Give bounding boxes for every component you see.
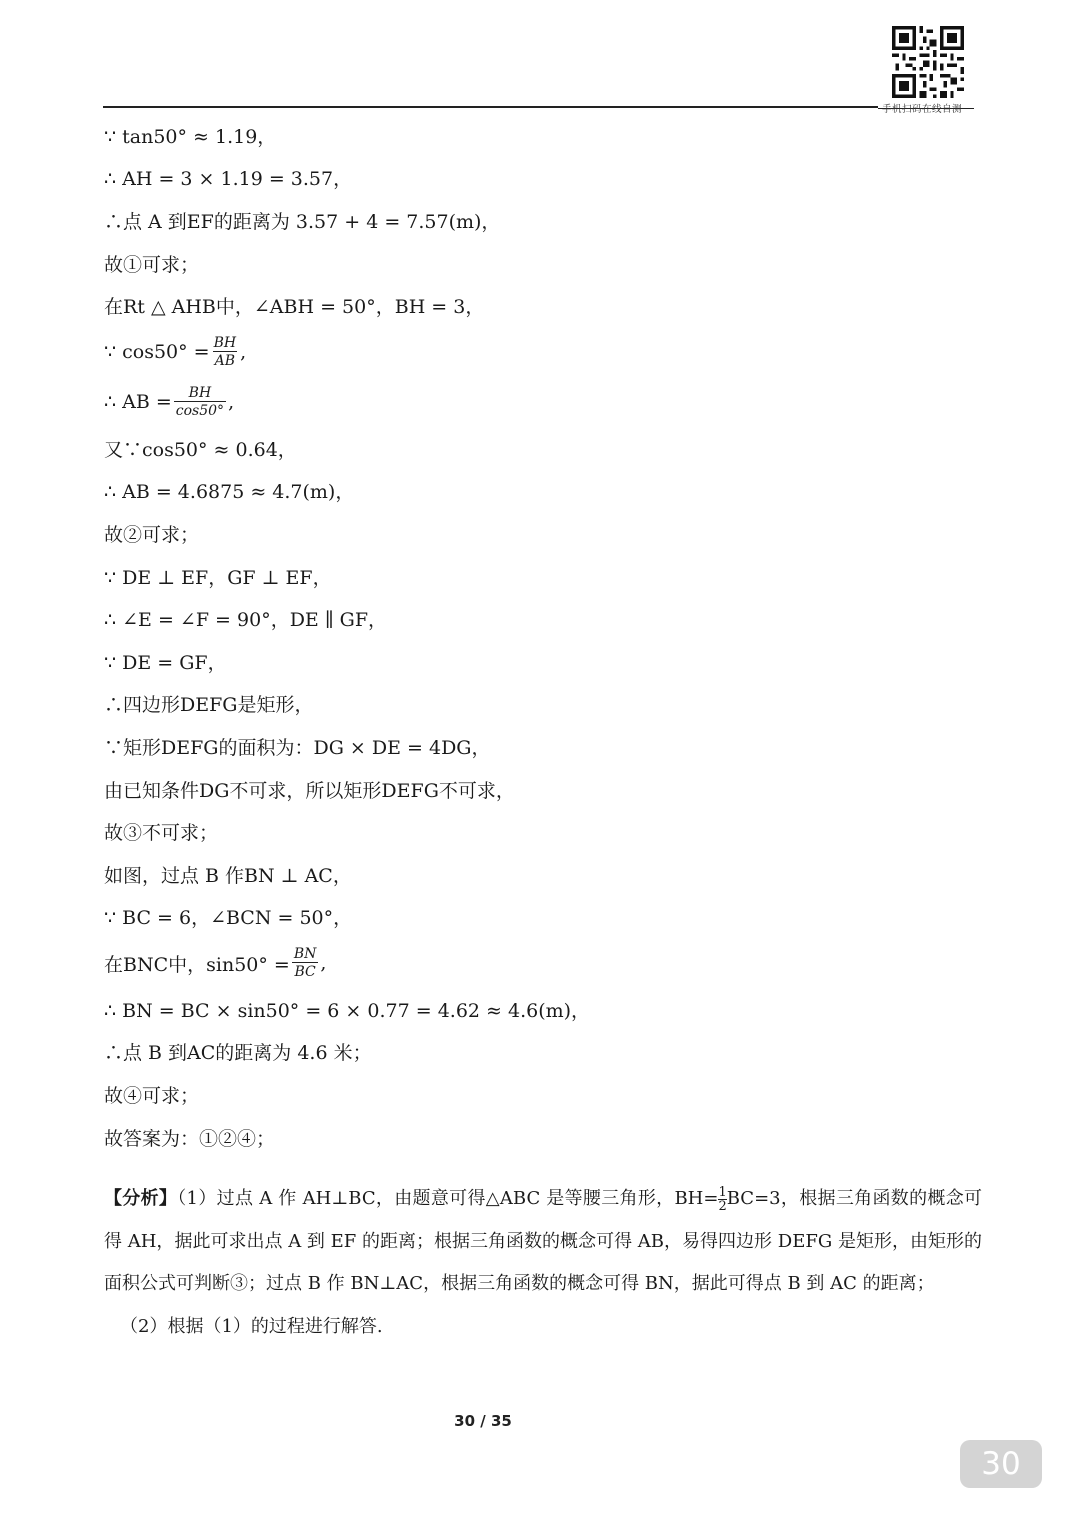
analysis-label: 【分析】 xyxy=(104,1188,178,1209)
line-prefix: ∴ AB = xyxy=(104,390,172,413)
solution-line xyxy=(104,157,984,200)
solution-line xyxy=(104,938,984,988)
line-text: ∵矩形DEFG的面积为：DG × DE = 4DG， xyxy=(104,736,491,759)
line-text: ∵ BC = 6，∠BCN = 50°， xyxy=(104,907,353,930)
line-suffix: , xyxy=(240,340,247,363)
fraction-denominator: BC xyxy=(294,964,316,981)
solution-line xyxy=(104,640,984,683)
line-text: 故②可求； xyxy=(104,523,200,546)
solution-line xyxy=(104,1073,984,1116)
solution-line xyxy=(104,555,984,598)
solution-line xyxy=(104,725,984,768)
line-prefix: ∵ cos50° = xyxy=(104,340,210,363)
qr-code-icon xyxy=(892,26,964,98)
line-text: 由已知条件DG不可求，所以矩形DEFG不可求， xyxy=(104,779,515,802)
analysis-part1-b: BC=3，根据三角函数的概念可得 AH，据此可求出点 A 到 EF 的距离；根据三角函数的概念可得 AB，易得四边形 DEFG 是矩形，由矩形的面积公式可判断③；过点 B 作 BN⊥AC，根据三角函数的概念可得 BN，据此可得点 B 到 AC 的距离； xyxy=(104,1188,983,1294)
line-text: ∴ ∠E = ∠F = 90°，DE ∥ GF， xyxy=(104,609,388,632)
solution-line xyxy=(104,853,984,896)
solution-line xyxy=(104,377,984,427)
half-fraction-den: 2 xyxy=(718,1198,727,1214)
qr-caption: 手机扫码在线自测 xyxy=(882,104,963,115)
line-text: 在Rt △ AHB中，∠ABH = 50°，BH = 3， xyxy=(104,296,485,319)
solution-line xyxy=(104,512,984,555)
solution-line xyxy=(104,284,984,327)
solution-line xyxy=(104,768,984,811)
half-fraction-num: 1 xyxy=(718,1184,727,1200)
line-text: ∵ DE ⊥ EF，GF ⊥ EF， xyxy=(104,566,332,589)
fraction xyxy=(292,947,319,979)
solution-line xyxy=(104,1116,984,1159)
line-suffix: , xyxy=(320,952,327,975)
solution-line xyxy=(104,470,984,513)
analysis-part2: （2）根据（1）的过程进行解答. xyxy=(120,1315,383,1337)
line-text: 故④可求； xyxy=(104,1085,200,1108)
fraction-numerator: BH xyxy=(213,334,237,351)
line-text: ∴ AB = 4.6875 ≈ 4.7(m)， xyxy=(104,481,355,504)
solution-line xyxy=(104,242,984,285)
line-text: ∵ tan50° ≈ 1.19， xyxy=(104,125,277,148)
solution-line xyxy=(104,988,984,1031)
solution-line xyxy=(104,597,984,640)
fraction-denominator: cos50° xyxy=(175,402,225,419)
line-text: ∴ BN = BC × sin50° = 6 × 0.77 = 4.62 ≈ 4.6(m)， xyxy=(104,999,591,1022)
solution-line xyxy=(104,683,984,726)
line-text: ∴点 B 到AC的距离为 4.6 米； xyxy=(104,1042,372,1065)
line-text: ∴点 A 到EF的距离为 3.57 + 4 = 7.57(m)， xyxy=(104,210,501,233)
line-text: ∴ AH = 3 × 1.19 = 3.57， xyxy=(104,168,353,191)
solution-line xyxy=(104,114,984,157)
fraction xyxy=(174,386,226,418)
page-number: 30 / 35 xyxy=(454,1412,512,1430)
line-text: ∴四边形DEFG是矩形， xyxy=(104,694,314,717)
line-text: 又∵cos50° ≈ 0.64， xyxy=(104,438,297,461)
analysis-section xyxy=(104,1178,982,1348)
line-suffix: , xyxy=(228,390,235,413)
line-text: 故答案为：①②④； xyxy=(104,1127,276,1150)
solution-lines xyxy=(104,114,984,1158)
solution-line xyxy=(104,810,984,853)
solution-line xyxy=(104,327,984,377)
fraction-numerator: BN xyxy=(293,946,317,963)
line-text: 故③不可求； xyxy=(104,822,219,845)
solution-line xyxy=(104,1031,984,1074)
line-text: 如图，过点 B 作BN ⊥ AC， xyxy=(104,864,352,887)
line-text: 故①可求； xyxy=(104,253,200,276)
half-fraction xyxy=(718,1186,726,1213)
fraction-numerator: BH xyxy=(188,384,212,401)
solution-line xyxy=(104,427,984,470)
line-prefix: 在BNC中，sin50° = xyxy=(104,953,290,976)
solution-line xyxy=(104,199,984,242)
page-badge: 30 xyxy=(960,1440,1042,1488)
line-text: ∵ DE = GF， xyxy=(104,651,227,674)
analysis-part1-a: （1）过点 A 作 AH⊥BC，由题意可得△ABC 是等腰三角形，BH= xyxy=(177,1188,719,1209)
fraction xyxy=(212,336,239,368)
fraction-denominator: AB xyxy=(214,352,236,369)
solution-line xyxy=(104,896,984,939)
header-rule xyxy=(103,106,878,108)
